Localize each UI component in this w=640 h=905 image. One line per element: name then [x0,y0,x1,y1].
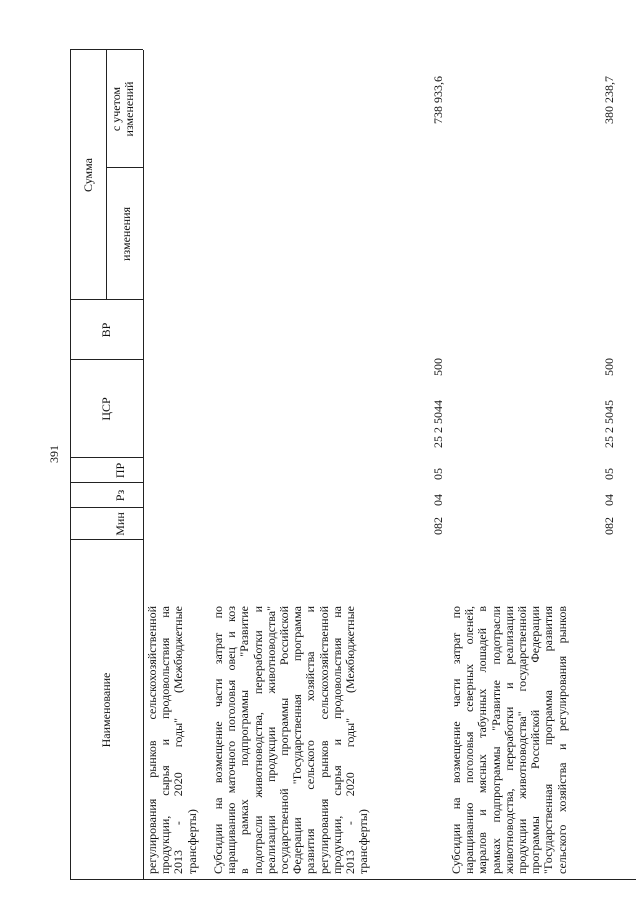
name-line: реализации продукции животноводства" [263,606,278,874]
name-line: животноводства, переработки и реализации [501,606,516,874]
table-row-name [146,606,199,874]
name-line: программы Российской Федерации [528,606,543,874]
name-line: Субсидии на возмещение части затрат по [211,606,225,874]
name-line: продукции животноводства" государственной [515,606,530,874]
name-line: рамках подпрограммы "Развитие подотрасли [488,606,503,874]
header-top-border [70,50,71,880]
table-row-name [212,606,370,874]
header-sum: Сумма [81,158,95,192]
header-pr: ПР [113,462,127,479]
header-vr: ВР [99,322,113,338]
cell-vr: 500 [602,358,616,376]
cell-total: 380 238,7 [602,76,616,124]
cell-csr: 25 2 5044 [431,400,445,448]
name-line: Федерации "Государственная программа [290,606,305,874]
name-line: трансферты) [184,809,199,874]
header-name: Наименование [99,672,113,748]
col-border [70,482,143,483]
cell-pr: 05 [431,468,445,480]
header-with-change-line1: с учетом [109,86,123,132]
name-line: Субсидии на возмещение части затрат по [449,606,463,874]
name-line: сельского хозяйства и регулирования рынков [554,606,569,874]
cell-rz: 04 [431,494,445,506]
name-line: наращиванию маточного поголовья овец и коз [224,606,239,874]
name-line: "Государственная программа развития [541,606,556,874]
sum-subheader-border [106,50,107,300]
name-line: 2013 - 2020 годы" (Межбюджетные [343,606,358,874]
name-line: трансферты) [356,809,371,874]
cell-total: 738 933,6 [431,76,445,124]
name-line: наращиванию поголовья северных оленей, [462,606,477,874]
name-line: продукции, сырья и продовольствия на [158,606,173,874]
name-line: развития сельского хозяйства и [303,606,318,874]
name-line: подотрасли животноводства, переработки и [250,606,265,874]
name-line: регулирования рынков сельскохозяйственной [145,606,159,874]
budget-table [70,50,636,880]
header-with-change-line2: изменений [122,81,136,137]
col-border [70,507,143,508]
cell-pr: 05 [602,468,616,480]
cell-vr: 500 [431,358,445,376]
header-change: изменения [119,206,133,262]
page-number: 391 [47,445,61,463]
header-min: Мин [113,512,127,536]
cell-csr: 25 2 5045 [602,400,616,448]
header-with-change [110,50,136,168]
name-line: регулирования рынков сельскохозяйственной [316,606,331,874]
header-rz: Рз [113,489,127,502]
name-line: продукции, сырья и продовольствия на [329,606,344,874]
name-line: маралов и мясных табунных лошадей в [475,606,490,874]
table-row-name [450,606,569,874]
table-sheet [70,20,636,880]
body-left-border [143,879,636,880]
header-bottom-border [143,50,144,880]
header-csr: ЦСР [99,397,113,421]
name-line: 2013 - 2020 годы" (Межбюджетные [171,606,186,874]
name-line: в рамках подпрограммы "Развитие [237,606,252,874]
cell-min: 082 [431,517,445,535]
cell-rz: 04 [602,494,616,506]
cell-min: 082 [602,517,616,535]
name-line: государственной программы Российской [277,606,292,874]
